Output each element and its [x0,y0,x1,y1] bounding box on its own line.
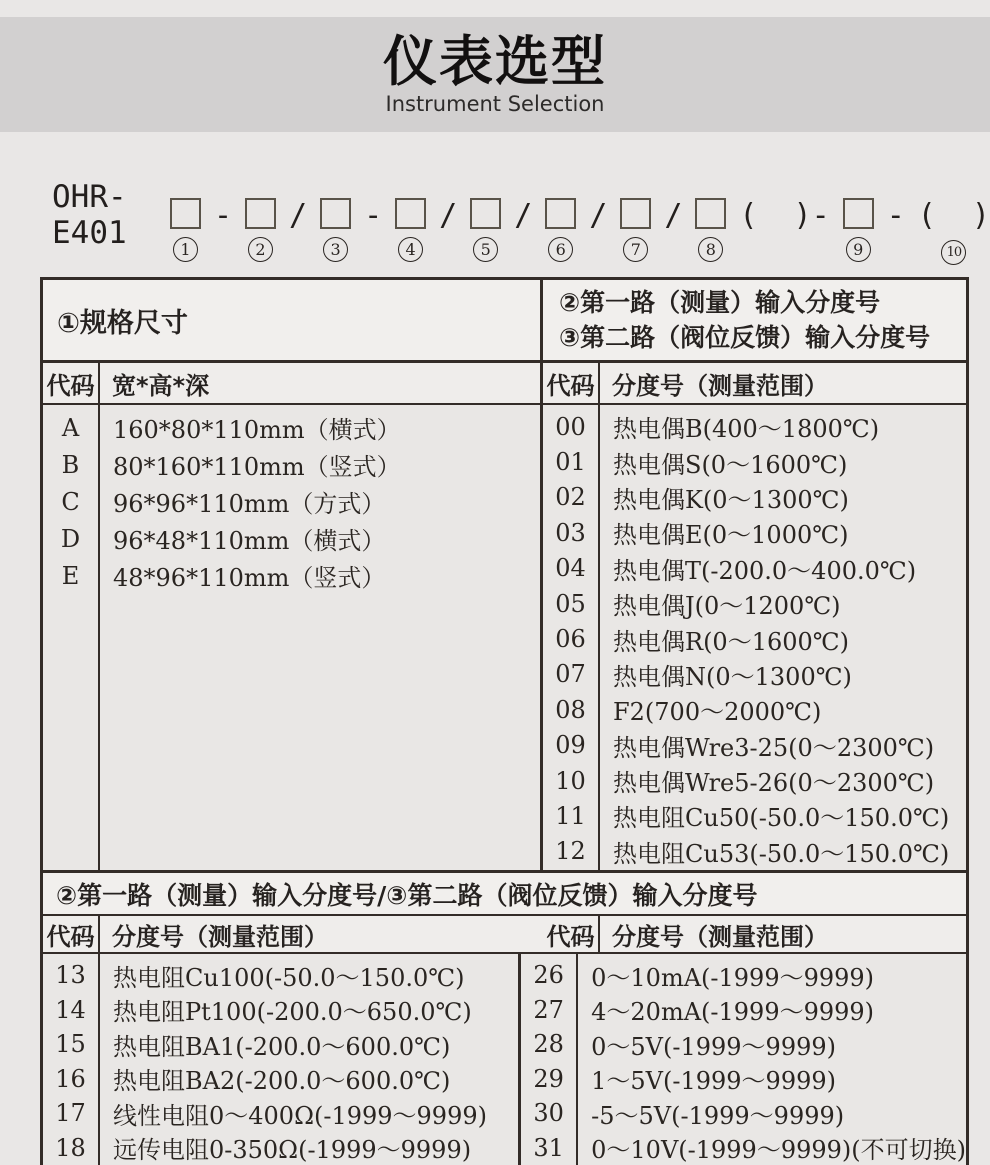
row-code: 12 [555,837,586,866]
row-value: 热电偶Wre3-25(0～2300℃) [613,733,935,762]
range-rows-area [540,405,966,870]
row-code: 27 [533,995,564,1024]
row-value: F2(700～2000℃) [613,698,822,727]
row-code: D [60,524,81,553]
row-value: 热电阻Cu100(-50.0～150.0℃) [113,963,465,992]
row-value: 热电偶J(0～1200℃) [613,592,841,621]
row-code: 00 [555,412,586,441]
row-code: 31 [533,1133,564,1162]
row-code: 04 [555,554,586,583]
range-column-header: 分度号（测量范围） [612,922,828,951]
code-box [245,198,276,229]
page-subtitle: Instrument Selection [385,92,605,116]
row-value: 热电阻Cu50(-50.0～150.0℃) [613,804,950,833]
model-separator: / [439,197,458,233]
code-box [620,198,651,229]
code-column-header: 代码 [543,916,600,952]
code-box [395,198,426,229]
table-header-row [43,280,966,363]
code-box [695,198,726,229]
row-code: 16 [55,1064,86,1093]
row-code: 30 [533,1099,564,1128]
row-value: 160*80*110mm（横式） [113,416,401,444]
range-text-column [600,405,966,870]
row-value: 热电偶R(0～1600℃) [613,627,849,656]
right-rows-area [518,954,966,1165]
model-separator: / [514,197,533,233]
row-value: 48*96*110mm（竖式） [113,564,386,592]
position-number: 7 [623,237,648,262]
row-code: 13 [55,961,86,990]
row-code: 05 [555,589,586,618]
row-value: 1～5V(-1999～9999) [591,1067,837,1096]
model-position [245,198,276,262]
model-position [918,198,990,265]
model-separator: - [364,197,383,233]
row-value: 热电阻Cu53(-50.0～150.0℃) [613,839,950,868]
code-box [320,198,351,229]
position-number: 6 [548,237,573,262]
row-code: 28 [533,1030,564,1059]
table-data-area-2 [43,954,966,1165]
position-number: 8 [698,237,723,262]
position-number: 10 [941,240,966,265]
row-value: 热电偶T(-200.0～400.0℃) [613,556,917,585]
row-value: -5～5V(-1999～9999) [591,1101,845,1130]
size-text-column [100,405,540,870]
model-prefix: OHR-E401 [52,179,127,251]
input-index-header-line2: ③第二路（阀位反馈）输入分度号 [559,323,931,352]
code-box [170,198,201,229]
input-index-header [540,280,966,360]
paren-slot: ( ) [917,197,990,233]
row-code: 26 [533,961,564,990]
row-value: 0～5V(-1999～9999) [591,1032,837,1061]
row-code: E [61,561,80,590]
model-position [320,198,351,262]
size-rows-area [43,405,540,870]
range-code-column [543,405,600,870]
row-code: 09 [555,731,586,760]
column-header-row [43,363,966,405]
model-separator: - [213,197,232,233]
row-code: 15 [55,1030,86,1059]
model-position [843,198,874,262]
input-index-header-line1: ②第一路（测量）输入分度号 [559,288,881,317]
left-code-column [43,954,100,1165]
model-position [620,198,651,262]
code-box [470,198,501,229]
row-code: 08 [555,695,586,724]
range-column-header: 分度号（测量范围） [612,371,828,400]
section-header: ②第一路（测量）输入分度号/③第二路（阀位反馈）输入分度号 [43,870,966,916]
size-code-column [43,405,100,870]
model-separator: / [589,197,608,233]
row-code: 17 [55,1099,86,1128]
model-separator: ( )- [739,197,830,233]
row-code: 01 [555,448,586,477]
row-value: 热电阻Pt100(-200.0～650.0℃) [113,998,472,1027]
row-value: 80*160*110mm（竖式） [113,453,401,481]
row-value: 0～10V(-1999～9999)(不可切换) [591,1136,966,1165]
right-half-header [540,363,966,403]
right-text-column [578,954,966,1165]
range-column-header: 分度号（测量范围） [112,922,328,951]
row-code: B [61,450,80,479]
row-code: C [61,487,80,516]
position-number: 9 [846,237,871,262]
row-code: 14 [55,995,86,1024]
code-column-header: 代码 [543,363,600,403]
model-separator: - [886,197,905,233]
left-text-column [100,954,518,1165]
position-number: 4 [398,237,423,262]
row-value: 4～20mA(-1999～9999) [591,998,875,1027]
position-number: 5 [473,237,498,262]
code-box [545,198,576,229]
row-value: 96*96*110mm（方式） [113,490,386,518]
model-position [545,198,576,262]
row-code: 06 [555,625,586,654]
row-code: 03 [555,518,586,547]
model-separator: / [664,197,683,233]
row-value: 热电偶Wre5-26(0～2300℃) [613,769,935,798]
model-position [470,198,501,262]
row-code: 02 [555,483,586,512]
code-box [843,198,874,229]
row-value: 96*48*110mm（横式） [113,527,386,555]
position-number: 2 [248,237,273,262]
row-value: 热电阻BA2(-200.0～600.0℃) [113,1067,451,1096]
model-position [695,198,726,262]
row-code: 11 [555,801,586,830]
row-value: 热电偶S(0～1600℃) [613,450,848,479]
selection-table [40,277,969,1165]
row-value: 线性电阻0～400Ω(-1999～9999) [113,1101,487,1130]
code-column-header: 代码 [43,916,100,952]
row-value: 热电偶N(0～1300℃) [613,662,852,691]
model-code-diagram [52,179,990,265]
row-code: 18 [55,1133,86,1162]
page-header [0,17,990,132]
row-code: 29 [533,1064,564,1093]
page-title: 仪表选型 [383,30,607,93]
table-data-area [43,405,966,870]
row-value: 远传电阻0-350Ω(-1999～9999) [113,1136,472,1165]
model-position [395,198,426,262]
row-value: 热电阻BA1(-200.0～600.0℃) [113,1032,451,1061]
row-value: 热电偶K(0～1300℃) [613,485,849,514]
size-column-header: 宽*高*深 [112,371,210,400]
spec-size-header: ①规格尺寸 [57,307,188,339]
row-code: 10 [555,766,586,795]
model-separator: / [289,197,308,233]
row-value: 热电偶B(400～1800℃) [613,415,880,444]
row-value: 热电偶E(0～1000℃) [613,521,849,550]
model-position [170,198,201,262]
position-number: 3 [323,237,348,262]
code-column-header: 代码 [43,363,100,403]
row-code: A [61,413,80,442]
position-number: 1 [173,237,198,262]
column-header-row-2 [43,916,966,954]
row-code: 07 [555,660,586,689]
row-value: 0～10mA(-1999～9999) [591,963,875,992]
left-rows-area [43,954,518,1165]
right-code-column [521,954,578,1165]
